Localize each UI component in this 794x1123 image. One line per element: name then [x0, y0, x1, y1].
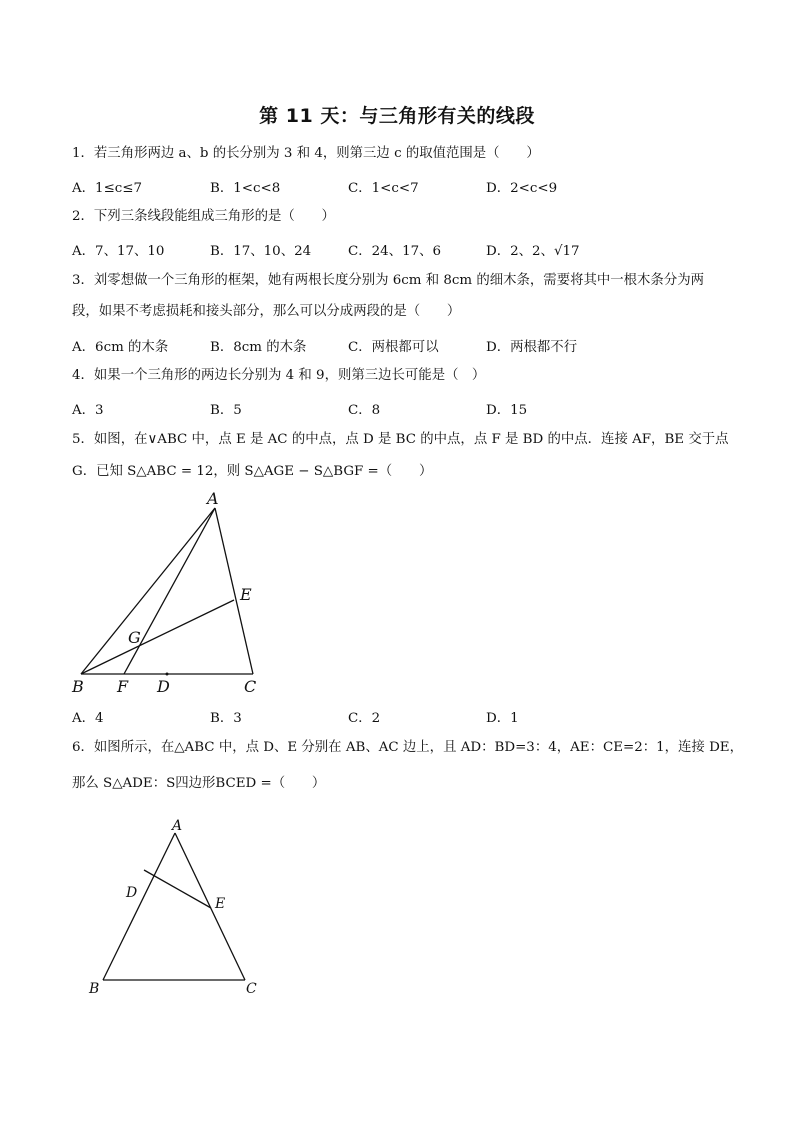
question-1-options	[72, 177, 732, 195]
question-5-options	[72, 707, 732, 725]
option-a: A．4	[72, 711, 104, 726]
label-b: B	[72, 677, 84, 696]
label-g: G	[128, 628, 141, 647]
option-d: D．2<c<9	[486, 181, 558, 196]
question-3-text-line-1: 3．刘零想做一个三角形的框架，她有两根长度分别为 6cm 和 8cm 的细木条，需要将其中一根木条分为两	[72, 273, 704, 288]
option-d: D．2、2、√17	[486, 244, 580, 259]
option-b: B．17、10、24	[210, 244, 312, 259]
question-5-text-line-1: 5．如图，在∨ABC 中，点 E 是 AC 的中点，点 D 是 BC 的中点，点 F 是 BD 的中点．连接 AF，BE 交于点	[72, 432, 729, 447]
label-c: C	[244, 677, 257, 696]
label-a: A	[172, 818, 183, 834]
option-b: B．1<c<8	[210, 181, 281, 196]
question-2-text: 2．下列三条线段能组成三角形的是（ ）	[72, 209, 335, 224]
option-b: B．3	[210, 711, 242, 726]
question-6-text-line-2: 那么 S△ADE：S四边形BCED =（ ）	[72, 776, 326, 791]
option-a: A．7、17、10	[72, 244, 165, 259]
segment-af	[124, 508, 215, 674]
question-4-text: 4．如果一个三角形的两边长分别为 4 和 9，则第三边长可能是（ ）	[72, 368, 486, 383]
label-a: A	[207, 489, 219, 508]
label-f: F	[117, 677, 129, 696]
option-c: C．2	[348, 711, 381, 726]
question-2-options	[72, 240, 732, 258]
question-4-options	[72, 399, 732, 417]
label-e: E	[240, 585, 252, 604]
segment-ab	[103, 833, 175, 980]
option-b: B．8cm 的木条	[210, 340, 307, 355]
triangle-abc-figure-q6	[80, 810, 270, 1000]
question-1-text: 1．若三角形两边 a、b 的长分别为 3 和 4，则第三边 c 的取值范围是（ ）	[72, 146, 540, 161]
option-d: D．1	[486, 711, 519, 726]
option-c: C．两根都可以	[348, 340, 439, 355]
question-6-text-line-1: 6．如图所示，在△ABC 中，点 D、E 分别在 AB、AC 边上，且 AD：BD=3：4，AE：CE=2：1，连接 DE，	[72, 740, 743, 755]
option-d: D．15	[486, 403, 528, 418]
option-c: C．8	[348, 403, 381, 418]
option-c: C．24、17、6	[348, 244, 442, 259]
label-b: B	[89, 981, 100, 997]
segment-ac	[175, 833, 245, 980]
option-a: A．6cm 的木条	[72, 340, 169, 355]
point-d-dot	[166, 673, 169, 676]
option-c: C．1<c<7	[348, 181, 419, 196]
option-a: A．3	[72, 403, 104, 418]
label-d: D	[157, 677, 170, 696]
option-d: D．两根都不行	[486, 340, 578, 355]
question-3-options	[72, 336, 732, 354]
option-b: B．5	[210, 403, 242, 418]
option-a: A．1≤c≤7	[72, 181, 143, 196]
segment-be	[81, 600, 234, 674]
segment-ab	[81, 508, 215, 674]
triangle-abc-figure-q5	[60, 488, 280, 698]
label-e: E	[215, 896, 226, 912]
question-3-text-line-2: 段，如果不考虑损耗和接头部分，那么可以分成两段的是（ ）	[72, 304, 461, 319]
question-5-text-line-2: G．已知 S△ABC = 12，则 S△AGE − S△BGF =（ ）	[72, 464, 433, 479]
page-title: 第 11 天：与三角形有关的线段	[259, 105, 535, 127]
label-d: D	[126, 885, 138, 901]
label-c: C	[246, 981, 257, 997]
